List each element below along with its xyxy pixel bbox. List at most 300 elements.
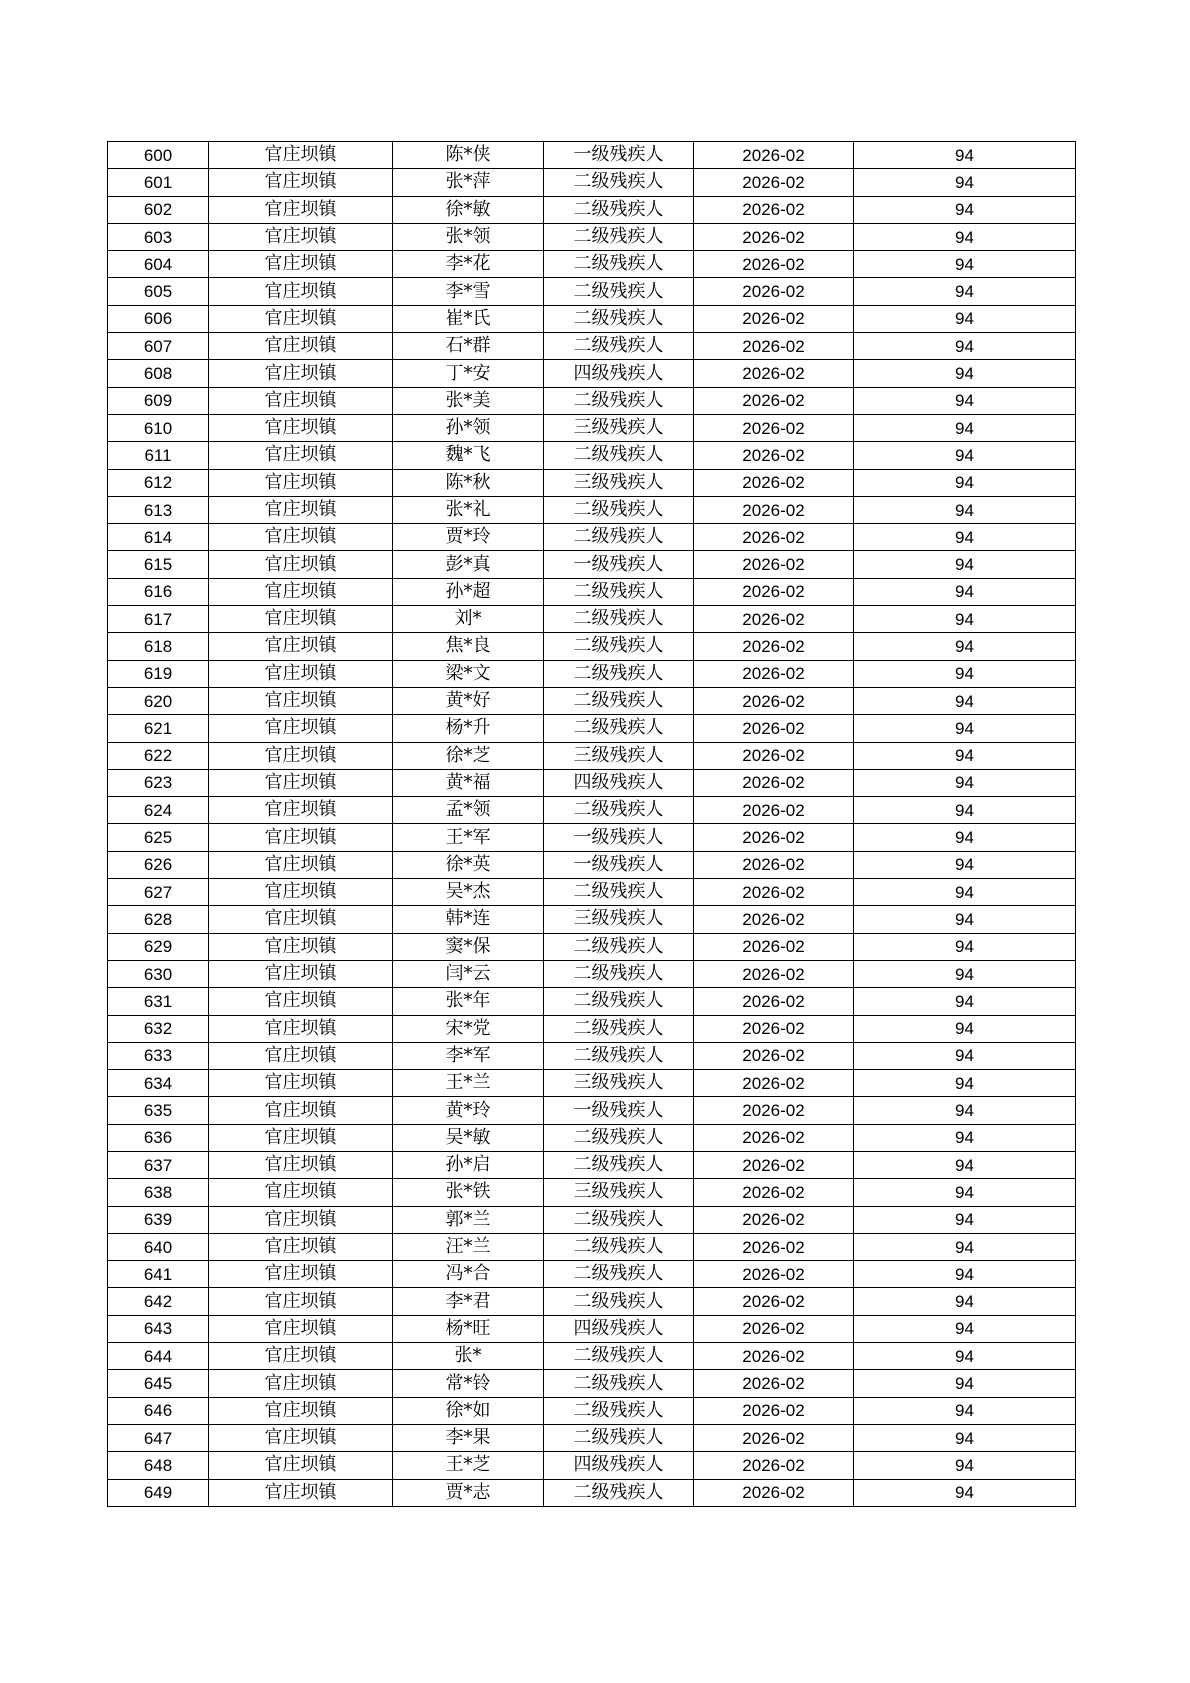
town-cell: 官庄坝镇 [209,1315,393,1342]
serial-number-cell: 622 [108,742,209,769]
serial-number-cell: 635 [108,1097,209,1124]
town-cell: 官庄坝镇 [209,660,393,687]
amount-cell: 94 [854,1397,1076,1424]
person-name-cell: 吴*敏 [393,1124,544,1151]
month-cell: 2026-02 [694,496,854,523]
amount-cell: 94 [854,1261,1076,1288]
amount-cell: 94 [854,251,1076,278]
table-row [108,1370,1076,1397]
disability-grade-cell: 二级残疾人 [544,606,694,633]
amount-cell: 94 [854,742,1076,769]
town-cell: 官庄坝镇 [209,414,393,441]
disability-grade-cell: 二级残疾人 [544,1424,694,1451]
person-name-cell: 彭*真 [393,551,544,578]
person-name-cell: 丁*安 [393,360,544,387]
disability-grade-cell: 二级残疾人 [544,1233,694,1260]
town-cell: 官庄坝镇 [209,715,393,742]
disability-grade-cell: 二级残疾人 [544,988,694,1015]
month-cell: 2026-02 [694,524,854,551]
serial-number-cell: 632 [108,1015,209,1042]
disability-grade-cell: 二级残疾人 [544,223,694,250]
amount-cell: 94 [854,1288,1076,1315]
town-cell: 官庄坝镇 [209,142,393,169]
serial-number-cell: 647 [108,1424,209,1451]
table-row [108,1288,1076,1315]
table-row [108,988,1076,1015]
table-row [108,1479,1076,1506]
table-row [108,933,1076,960]
person-name-cell: 黄*玲 [393,1097,544,1124]
person-name-cell: 魏*飞 [393,442,544,469]
serial-number-cell: 620 [108,687,209,714]
table-row [108,1452,1076,1479]
month-cell: 2026-02 [694,1097,854,1124]
disability-grade-cell: 二级残疾人 [544,687,694,714]
person-name-cell: 张*铁 [393,1179,544,1206]
month-cell: 2026-02 [694,1288,854,1315]
serial-number-cell: 617 [108,606,209,633]
serial-number-cell: 601 [108,169,209,196]
amount-cell: 94 [854,1424,1076,1451]
town-cell: 官庄坝镇 [209,906,393,933]
disability-grade-cell: 二级残疾人 [544,960,694,987]
month-cell: 2026-02 [694,933,854,960]
person-name-cell: 徐*芝 [393,742,544,769]
month-cell: 2026-02 [694,578,854,605]
serial-number-cell: 604 [108,251,209,278]
serial-number-cell: 626 [108,851,209,878]
town-cell: 官庄坝镇 [209,333,393,360]
town-cell: 官庄坝镇 [209,1179,393,1206]
table-row [108,442,1076,469]
person-name-cell: 贾*志 [393,1479,544,1506]
month-cell: 2026-02 [694,360,854,387]
person-name-cell: 李*果 [393,1424,544,1451]
town-cell: 官庄坝镇 [209,1343,393,1370]
disability-grade-cell: 四级残疾人 [544,360,694,387]
person-name-cell: 张*美 [393,387,544,414]
person-name-cell: 张*年 [393,988,544,1015]
month-cell: 2026-02 [694,1261,854,1288]
disability-grade-cell: 二级残疾人 [544,169,694,196]
town-cell: 官庄坝镇 [209,387,393,414]
town-cell: 官庄坝镇 [209,797,393,824]
person-name-cell: 徐*如 [393,1397,544,1424]
month-cell: 2026-02 [694,1479,854,1506]
town-cell: 官庄坝镇 [209,960,393,987]
month-cell: 2026-02 [694,1206,854,1233]
town-cell: 官庄坝镇 [209,1261,393,1288]
town-cell: 官庄坝镇 [209,469,393,496]
amount-cell: 94 [854,1070,1076,1097]
serial-number-cell: 643 [108,1315,209,1342]
disability-grade-cell: 二级残疾人 [544,578,694,605]
person-name-cell: 李*君 [393,1288,544,1315]
town-cell: 官庄坝镇 [209,1151,393,1178]
disability-grade-cell: 二级残疾人 [544,1370,694,1397]
table-row [108,1261,1076,1288]
amount-cell: 94 [854,496,1076,523]
serial-number-cell: 636 [108,1124,209,1151]
amount-cell: 94 [854,988,1076,1015]
amount-cell: 94 [854,1015,1076,1042]
serial-number-cell: 610 [108,414,209,441]
person-name-cell: 王*兰 [393,1070,544,1097]
month-cell: 2026-02 [694,251,854,278]
table-row [108,333,1076,360]
disability-grade-cell: 二级残疾人 [544,1261,694,1288]
town-cell: 官庄坝镇 [209,1042,393,1069]
amount-cell: 94 [854,660,1076,687]
amount-cell: 94 [854,578,1076,605]
disability-grade-cell: 二级残疾人 [544,1042,694,1069]
amount-cell: 94 [854,606,1076,633]
amount-cell: 94 [854,933,1076,960]
month-cell: 2026-02 [694,469,854,496]
table-row [108,578,1076,605]
serial-number-cell: 630 [108,960,209,987]
town-cell: 官庄坝镇 [209,1097,393,1124]
amount-cell: 94 [854,196,1076,223]
disability-grade-cell: 三级残疾人 [544,742,694,769]
amount-cell: 94 [854,524,1076,551]
town-cell: 官庄坝镇 [209,1233,393,1260]
town-cell: 官庄坝镇 [209,1070,393,1097]
amount-cell: 94 [854,1042,1076,1069]
month-cell: 2026-02 [694,960,854,987]
disability-grade-cell: 一级残疾人 [544,142,694,169]
table-row [108,851,1076,878]
person-name-cell: 孙*启 [393,1151,544,1178]
town-cell: 官庄坝镇 [209,1424,393,1451]
table-row [108,551,1076,578]
amount-cell: 94 [854,715,1076,742]
table-row [108,524,1076,551]
serial-number-cell: 605 [108,278,209,305]
town-cell: 官庄坝镇 [209,933,393,960]
serial-number-cell: 634 [108,1070,209,1097]
table-row [108,1070,1076,1097]
disability-grade-cell: 二级残疾人 [544,715,694,742]
person-name-cell: 李*雪 [393,278,544,305]
disability-grade-cell: 一级残疾人 [544,1097,694,1124]
serial-number-cell: 645 [108,1370,209,1397]
amount-cell: 94 [854,551,1076,578]
town-cell: 官庄坝镇 [209,1206,393,1233]
disability-grade-cell: 二级残疾人 [544,442,694,469]
person-name-cell: 李*军 [393,1042,544,1069]
disability-grade-cell: 二级残疾人 [544,305,694,332]
person-name-cell: 常*铃 [393,1370,544,1397]
month-cell: 2026-02 [694,660,854,687]
table-row [108,469,1076,496]
disability-grade-cell: 一级残疾人 [544,824,694,851]
table-row [108,1015,1076,1042]
month-cell: 2026-02 [694,278,854,305]
town-cell: 官庄坝镇 [209,687,393,714]
disability-grade-cell: 二级残疾人 [544,1479,694,1506]
serial-number-cell: 646 [108,1397,209,1424]
town-cell: 官庄坝镇 [209,442,393,469]
disability-grade-cell: 二级残疾人 [544,1151,694,1178]
table-row [108,1042,1076,1069]
month-cell: 2026-02 [694,169,854,196]
table-row [108,660,1076,687]
month-cell: 2026-02 [694,906,854,933]
town-cell: 官庄坝镇 [209,496,393,523]
disability-grade-cell: 二级残疾人 [544,797,694,824]
table-row [108,906,1076,933]
amount-cell: 94 [854,797,1076,824]
serial-number-cell: 618 [108,633,209,660]
month-cell: 2026-02 [694,879,854,906]
serial-number-cell: 614 [108,524,209,551]
serial-number-cell: 624 [108,797,209,824]
person-name-cell: 张* [393,1343,544,1370]
disability-grade-cell: 二级残疾人 [544,660,694,687]
serial-number-cell: 633 [108,1042,209,1069]
town-cell: 官庄坝镇 [209,1452,393,1479]
town-cell: 官庄坝镇 [209,824,393,851]
disability-grade-cell: 二级残疾人 [544,633,694,660]
serial-number-cell: 644 [108,1343,209,1370]
serial-number-cell: 600 [108,142,209,169]
disability-grade-cell: 四级残疾人 [544,769,694,796]
table-row [108,414,1076,441]
town-cell: 官庄坝镇 [209,742,393,769]
disability-grade-cell: 二级残疾人 [544,387,694,414]
person-name-cell: 孙*超 [393,578,544,605]
table-row [108,278,1076,305]
table-row [108,1097,1076,1124]
month-cell: 2026-02 [694,715,854,742]
table-row [108,1343,1076,1370]
town-cell: 官庄坝镇 [209,305,393,332]
serial-number-cell: 640 [108,1233,209,1260]
month-cell: 2026-02 [694,1233,854,1260]
person-name-cell: 吴*杰 [393,879,544,906]
month-cell: 2026-02 [694,551,854,578]
amount-cell: 94 [854,1452,1076,1479]
disability-grade-cell: 二级残疾人 [544,333,694,360]
person-name-cell: 张*领 [393,223,544,250]
table-row [108,769,1076,796]
serial-number-cell: 603 [108,223,209,250]
amount-cell: 94 [854,1206,1076,1233]
table-row [108,1151,1076,1178]
disability-grade-cell: 四级残疾人 [544,1452,694,1479]
person-name-cell: 贾*玲 [393,524,544,551]
serial-number-cell: 607 [108,333,209,360]
table-row [108,1315,1076,1342]
town-cell: 官庄坝镇 [209,524,393,551]
person-name-cell: 孟*领 [393,797,544,824]
person-name-cell: 杨*升 [393,715,544,742]
table-row [108,1206,1076,1233]
table-row [108,196,1076,223]
month-cell: 2026-02 [694,1370,854,1397]
amount-cell: 94 [854,169,1076,196]
town-cell: 官庄坝镇 [209,223,393,250]
table-row [108,387,1076,414]
amount-cell: 94 [854,442,1076,469]
disability-grade-cell: 二级残疾人 [544,933,694,960]
serial-number-cell: 612 [108,469,209,496]
serial-number-cell: 611 [108,442,209,469]
table-row [108,223,1076,250]
table-row [108,169,1076,196]
disability-grade-cell: 二级残疾人 [544,1015,694,1042]
person-name-cell: 李*花 [393,251,544,278]
person-name-cell: 汪*兰 [393,1233,544,1260]
disability-grade-cell: 三级残疾人 [544,1179,694,1206]
person-name-cell: 王*芝 [393,1452,544,1479]
person-name-cell: 崔*氏 [393,305,544,332]
serial-number-cell: 609 [108,387,209,414]
month-cell: 2026-02 [694,851,854,878]
town-cell: 官庄坝镇 [209,1124,393,1151]
amount-cell: 94 [854,879,1076,906]
serial-number-cell: 642 [108,1288,209,1315]
serial-number-cell: 629 [108,933,209,960]
serial-number-cell: 602 [108,196,209,223]
serial-number-cell: 606 [108,305,209,332]
serial-number-cell: 621 [108,715,209,742]
table-row [108,360,1076,387]
amount-cell: 94 [854,469,1076,496]
table-row [108,496,1076,523]
disability-grade-cell: 二级残疾人 [544,1397,694,1424]
disability-grade-cell: 二级残疾人 [544,1288,694,1315]
month-cell: 2026-02 [694,333,854,360]
month-cell: 2026-02 [694,824,854,851]
amount-cell: 94 [854,387,1076,414]
serial-number-cell: 615 [108,551,209,578]
month-cell: 2026-02 [694,1315,854,1342]
table-row [108,687,1076,714]
month-cell: 2026-02 [694,1042,854,1069]
town-cell: 官庄坝镇 [209,988,393,1015]
month-cell: 2026-02 [694,1397,854,1424]
person-name-cell: 闫*云 [393,960,544,987]
serial-number-cell: 637 [108,1151,209,1178]
serial-number-cell: 627 [108,879,209,906]
amount-cell: 94 [854,1124,1076,1151]
person-name-cell: 郭*兰 [393,1206,544,1233]
table-row [108,251,1076,278]
serial-number-cell: 625 [108,824,209,851]
disability-grade-cell: 三级残疾人 [544,414,694,441]
table-row [108,879,1076,906]
month-cell: 2026-02 [694,1179,854,1206]
table-row [108,606,1076,633]
town-cell: 官庄坝镇 [209,169,393,196]
month-cell: 2026-02 [694,1124,854,1151]
month-cell: 2026-02 [694,442,854,469]
serial-number-cell: 648 [108,1452,209,1479]
serial-number-cell: 623 [108,769,209,796]
serial-number-cell: 608 [108,360,209,387]
person-name-cell: 宋*党 [393,1015,544,1042]
town-cell: 官庄坝镇 [209,879,393,906]
person-name-cell: 张*萍 [393,169,544,196]
disability-grade-cell: 二级残疾人 [544,1124,694,1151]
town-cell: 官庄坝镇 [209,360,393,387]
town-cell: 官庄坝镇 [209,606,393,633]
table-row [108,1233,1076,1260]
serial-number-cell: 619 [108,660,209,687]
person-name-cell: 徐*英 [393,851,544,878]
amount-cell: 94 [854,223,1076,250]
amount-cell: 94 [854,278,1076,305]
town-cell: 官庄坝镇 [209,1288,393,1315]
table-row [108,797,1076,824]
amount-cell: 94 [854,769,1076,796]
table-row [108,142,1076,169]
disability-grade-cell: 二级残疾人 [544,879,694,906]
month-cell: 2026-02 [694,606,854,633]
person-name-cell: 黄*好 [393,687,544,714]
table-row [108,305,1076,332]
amount-cell: 94 [854,414,1076,441]
table-row [108,824,1076,851]
amount-cell: 94 [854,1343,1076,1370]
table-row [108,960,1076,987]
table-row [108,1424,1076,1451]
amount-cell: 94 [854,851,1076,878]
amount-cell: 94 [854,1151,1076,1178]
table-row [108,1124,1076,1151]
disability-grade-cell: 三级残疾人 [544,906,694,933]
amount-cell: 94 [854,142,1076,169]
serial-number-cell: 649 [108,1479,209,1506]
town-cell: 官庄坝镇 [209,1397,393,1424]
disability-grade-cell: 三级残疾人 [544,1070,694,1097]
disability-grade-cell: 二级残疾人 [544,496,694,523]
month-cell: 2026-02 [694,196,854,223]
table-row [108,715,1076,742]
town-cell: 官庄坝镇 [209,251,393,278]
amount-cell: 94 [854,1233,1076,1260]
disability-grade-cell: 二级残疾人 [544,1343,694,1370]
serial-number-cell: 638 [108,1179,209,1206]
month-cell: 2026-02 [694,633,854,660]
town-cell: 官庄坝镇 [209,1015,393,1042]
amount-cell: 94 [854,305,1076,332]
disability-grade-cell: 二级残疾人 [544,1206,694,1233]
person-name-cell: 黄*福 [393,769,544,796]
serial-number-cell: 639 [108,1206,209,1233]
disability-grade-cell: 一级残疾人 [544,551,694,578]
person-name-cell: 韩*连 [393,906,544,933]
disability-subsidy-table [107,141,1076,1507]
serial-number-cell: 631 [108,988,209,1015]
month-cell: 2026-02 [694,687,854,714]
table-row [108,633,1076,660]
town-cell: 官庄坝镇 [209,769,393,796]
town-cell: 官庄坝镇 [209,196,393,223]
month-cell: 2026-02 [694,223,854,250]
disability-grade-cell: 二级残疾人 [544,196,694,223]
month-cell: 2026-02 [694,1015,854,1042]
amount-cell: 94 [854,906,1076,933]
amount-cell: 94 [854,633,1076,660]
table-row [108,1179,1076,1206]
town-cell: 官庄坝镇 [209,633,393,660]
month-cell: 2026-02 [694,769,854,796]
month-cell: 2026-02 [694,1424,854,1451]
month-cell: 2026-02 [694,797,854,824]
